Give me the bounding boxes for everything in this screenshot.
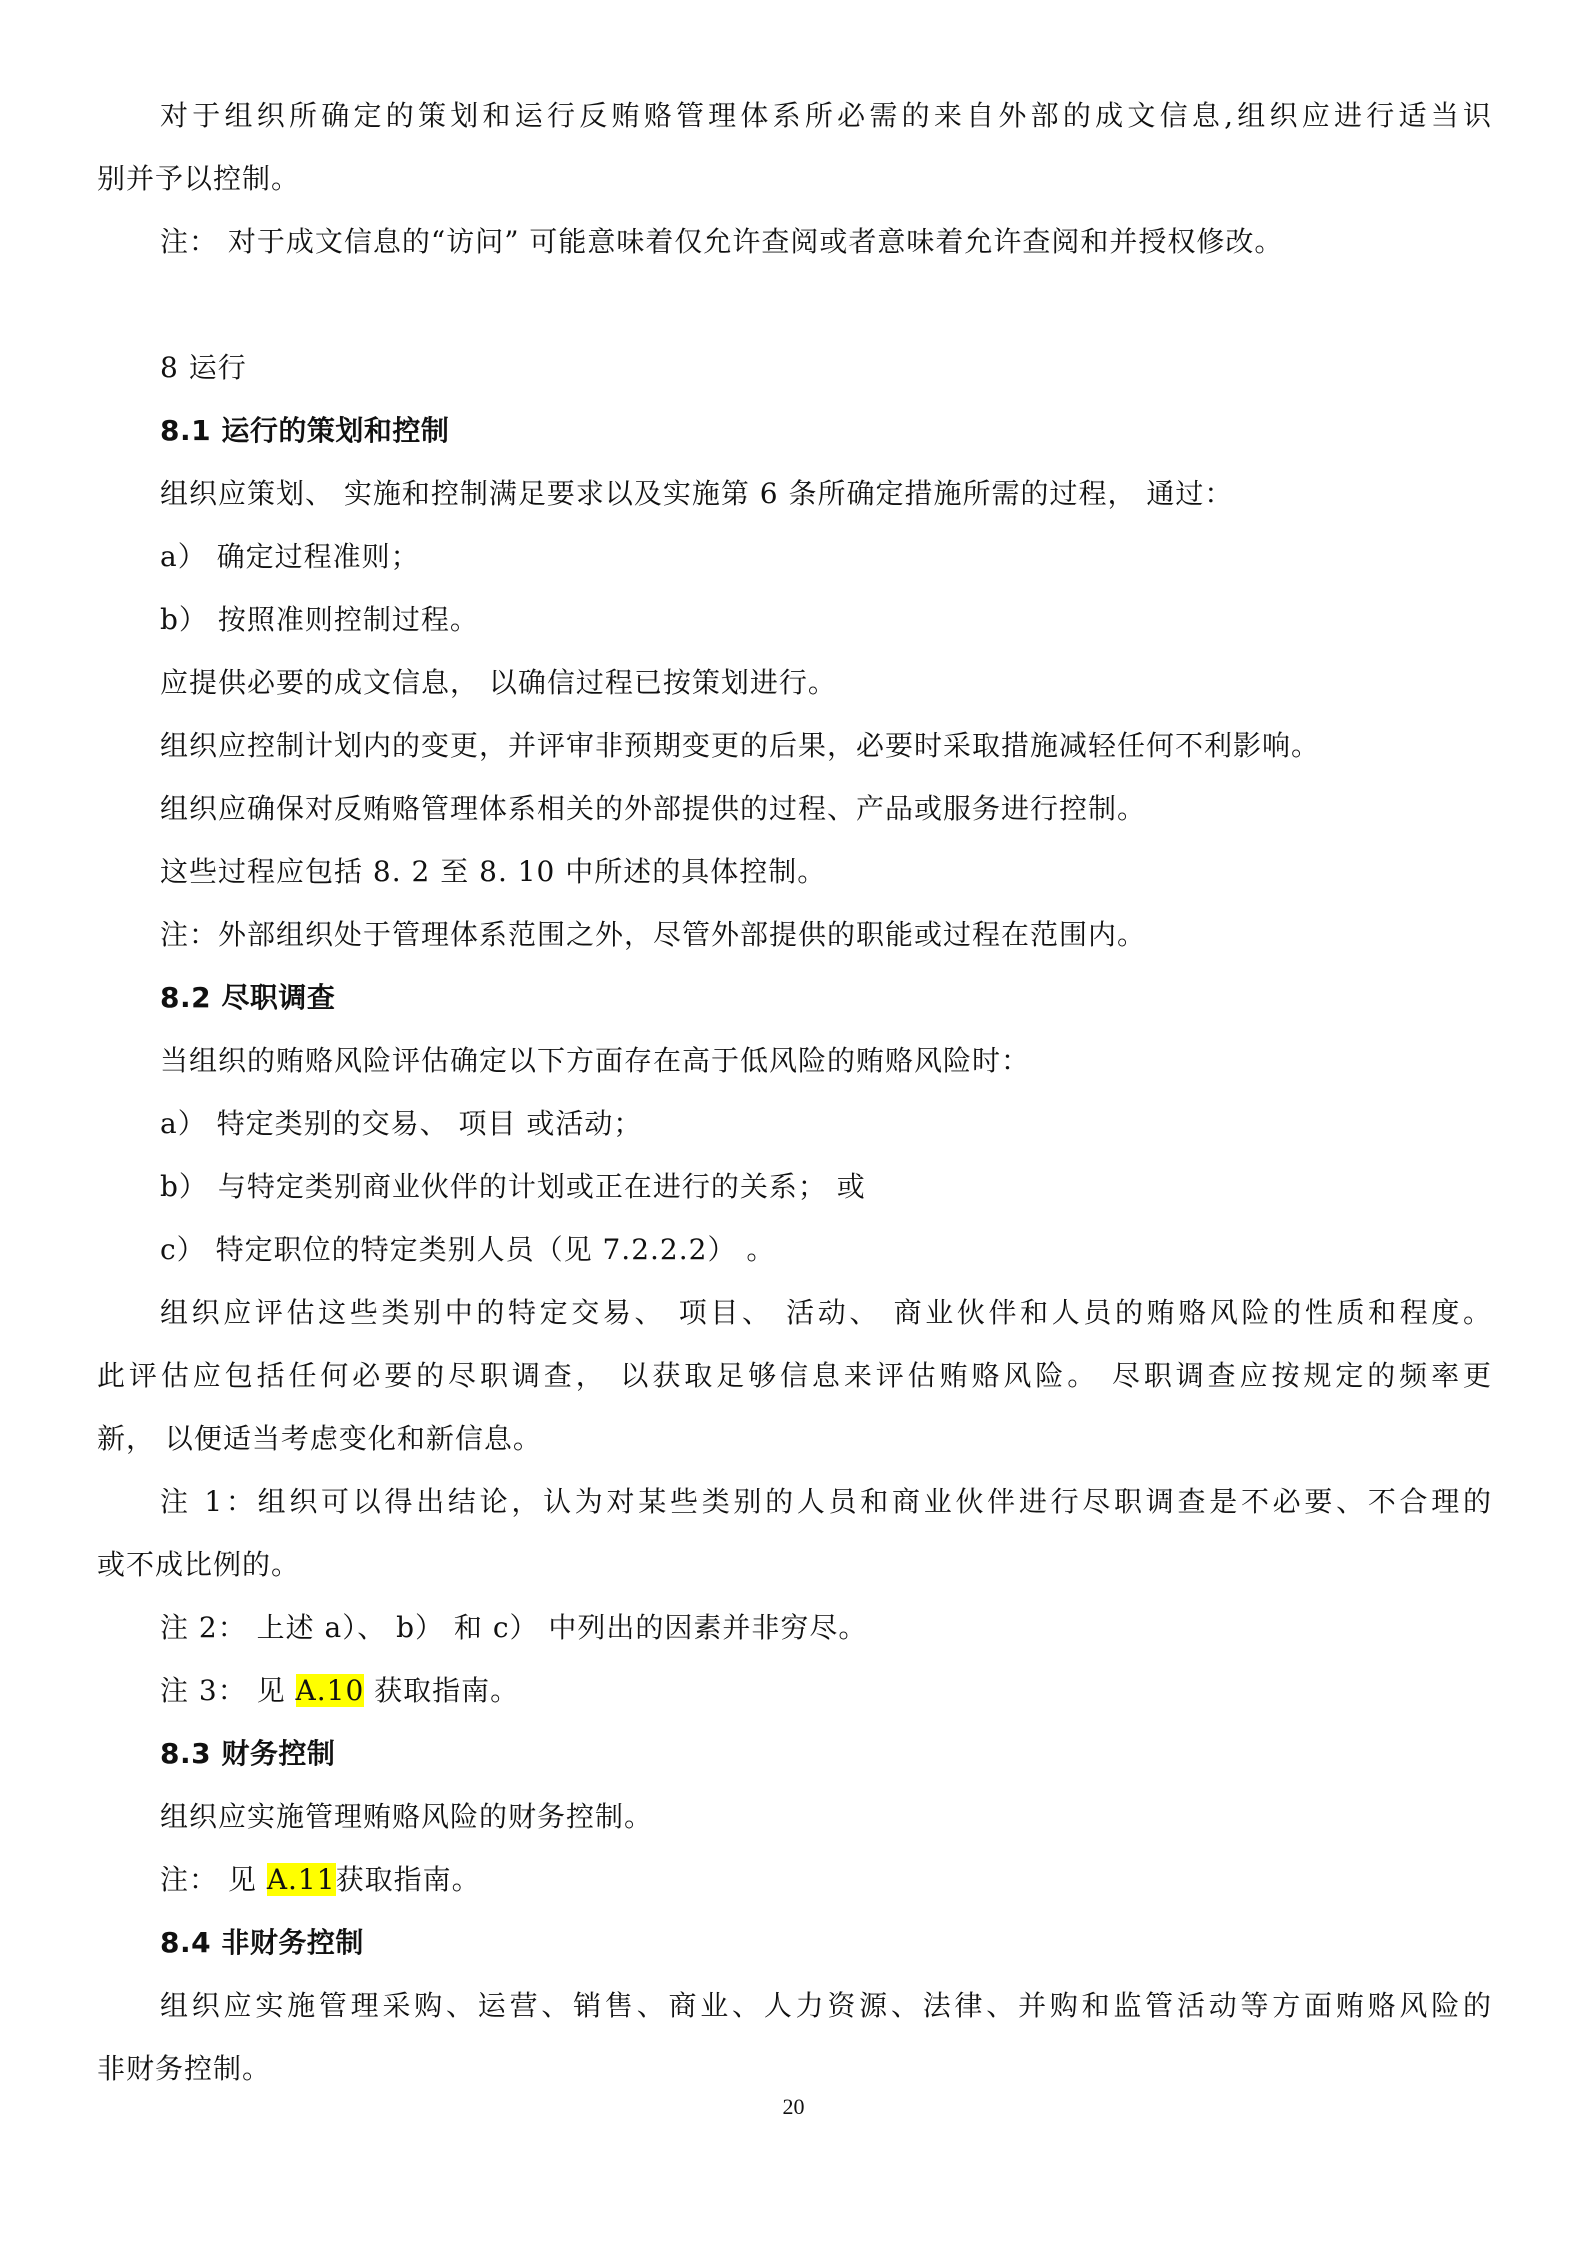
s81-intro: 组织应策划、 实施和控制满足要求以及实施第 6 条所确定措施所需的过程， 通过： bbox=[160, 477, 1234, 510]
s83-paragraph: 组织应实施管理贿赂风险的财务控制。 bbox=[160, 1800, 654, 1833]
s82-note-1-line-1: 注 1：组织可以得出结论，认为对某些类别的人员和商业伙伴进行尽职调查是不必要、不合理的 bbox=[160, 1485, 1492, 1518]
s81-paragraph-1: 应提供必要的成文信息， 以确信过程已按策划进行。 bbox=[160, 666, 837, 699]
paragraph-external-documents-line-2: 别并予以控制。 bbox=[97, 162, 301, 195]
s82-paragraph-line-2: 此评估应包括任何必要的尽职调查， 以获取足够信息来评估贿赂风险。 尽职调查应按规定的频率更 bbox=[97, 1359, 1492, 1392]
s82-item-a: a） 特定类别的交易、 项目 或活动； bbox=[160, 1107, 643, 1140]
s82-item-c: c） 特定职位的特定类别人员（见 7.2.2.2） 。 bbox=[160, 1233, 776, 1266]
section-heading-8-1: 8.1 运行的策划和控制 bbox=[160, 414, 450, 447]
s84-paragraph-line-1: 组织应实施管理采购、运营、销售、商业、人力资源、法律、并购和监管活动等方面贿赂风险的 bbox=[160, 1989, 1492, 2022]
section-heading-8: 8 运行 bbox=[160, 351, 247, 384]
s81-paragraph-3: 组织应确保对反贿赂管理体系相关的外部提供的过程、产品或服务进行控制。 bbox=[160, 792, 1147, 825]
s82-note-3 bbox=[160, 1671, 1492, 1711]
s83-note bbox=[160, 1860, 1492, 1900]
paragraph-external-documents-line-1: 对于组织所确定的策划和运行反贿赂管理体系所必需的来自外部的成文信息,组织应进行适当识 bbox=[160, 99, 1492, 132]
s82-note-1-line-2: 或不成比例的。 bbox=[97, 1548, 301, 1581]
section-heading-8-3: 8.3 财务控制 bbox=[160, 1737, 336, 1770]
s84-paragraph-line-2: 非财务控制。 bbox=[97, 2052, 272, 2085]
s81-item-a: a） 确定过程准则； bbox=[160, 540, 420, 573]
s82-note-3-prefix: 注 3： 见 bbox=[160, 1674, 296, 1707]
s82-item-b: b） 与特定类别商业伙伴的计划或正在进行的关系； 或 bbox=[160, 1170, 866, 1203]
s82-intro: 当组织的贿赂风险评估确定以下方面存在高于低风险的贿赂风险时： bbox=[160, 1044, 1031, 1077]
page-number: 20 bbox=[782, 2094, 805, 2119]
section-heading-8-4: 8.4 非财务控制 bbox=[160, 1926, 364, 1959]
s82-note-3-suffix: 获取指南。 bbox=[364, 1674, 520, 1707]
s81-paragraph-2: 组织应控制计划内的变更，并评审非预期变更的后果，必要时采取措施减轻任何不利影响。 bbox=[160, 729, 1321, 762]
section-heading-8-2: 8.2 尽职调查 bbox=[160, 981, 336, 1014]
s82-paragraph-line-3: 新， 以便适当考虑变化和新信息。 bbox=[97, 1422, 542, 1455]
s81-note: 注：外部组织处于管理体系范围之外，尽管外部提供的职能或过程在范围内。 bbox=[160, 918, 1147, 951]
s83-note-prefix: 注： 见 bbox=[160, 1863, 267, 1896]
reference-link-a11[interactable]: A.11 bbox=[266, 1863, 336, 1896]
note-access: 注： 对于成文信息的“访问” 可能意味着仅允许查阅或者意味着允许查阅和并授权修改。 bbox=[160, 225, 1284, 258]
s82-note-2: 注 2： 上述 a）、 b） 和 c） 中列出的因素并非穷尽。 bbox=[160, 1611, 868, 1644]
reference-link-a10[interactable]: A.10 bbox=[295, 1674, 365, 1707]
s82-paragraph-line-1: 组织应评估这些类别中的特定交易、 项目、 活动、 商业伙伴和人员的贿赂风险的性质和程度。 bbox=[160, 1296, 1492, 1329]
s81-paragraph-4: 这些过程应包括 8. 2 至 8. 10 中所述的具体控制。 bbox=[160, 855, 827, 888]
s81-item-b: b） 按照准则控制过程。 bbox=[160, 603, 479, 636]
s83-note-suffix: 获取指南。 bbox=[335, 1863, 481, 1896]
